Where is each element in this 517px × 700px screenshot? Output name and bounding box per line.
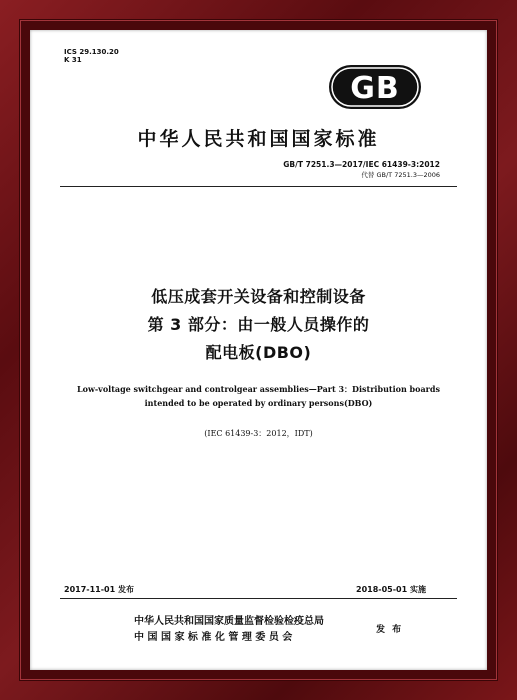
document-title-line-2: 第 3 部分：由一般人员操作的: [147, 315, 370, 334]
equivalence-note: (IEC 61439-3：2012，IDT): [204, 429, 313, 438]
ccs-code: K 31: [64, 56, 82, 64]
publish-label: 发 布: [376, 625, 404, 635]
gb-logo-text: GB: [350, 71, 400, 106]
standard-title: 中华人民共和国国家标准: [137, 128, 380, 150]
english-title-line-2: intended to be operated by ordinary persons(DBO): [144, 398, 373, 408]
header-divider: [60, 186, 457, 187]
footer-divider: [60, 598, 457, 599]
gb-logo: [328, 64, 422, 110]
issuer-line-1: 中华人民共和国国家质量监督检验检疫总局: [134, 616, 324, 627]
ics-code: ICS 29.130.20: [64, 48, 119, 56]
issuer-line-2: 中 国 国 家 标 准 化 管 理 委 员 会: [134, 632, 293, 643]
replaces-standard: 代替 GB/T 7251.3—2006: [361, 171, 440, 179]
implementation-date: 2018-05-01 实施: [356, 585, 426, 594]
document-title-line-3: 配电板(DBO): [205, 343, 312, 362]
issue-date: 2017-11-01 发布: [64, 585, 134, 594]
document-title-line-1: 低压成套开关设备和控制设备: [151, 287, 366, 306]
english-title-line-1: Low-voltage switchgear and controlgear assemblies—Part 3：Distribution boards: [77, 384, 440, 394]
standard-number: GB/T 7251.3—2017/IEC 61439-3:2012: [283, 160, 440, 169]
